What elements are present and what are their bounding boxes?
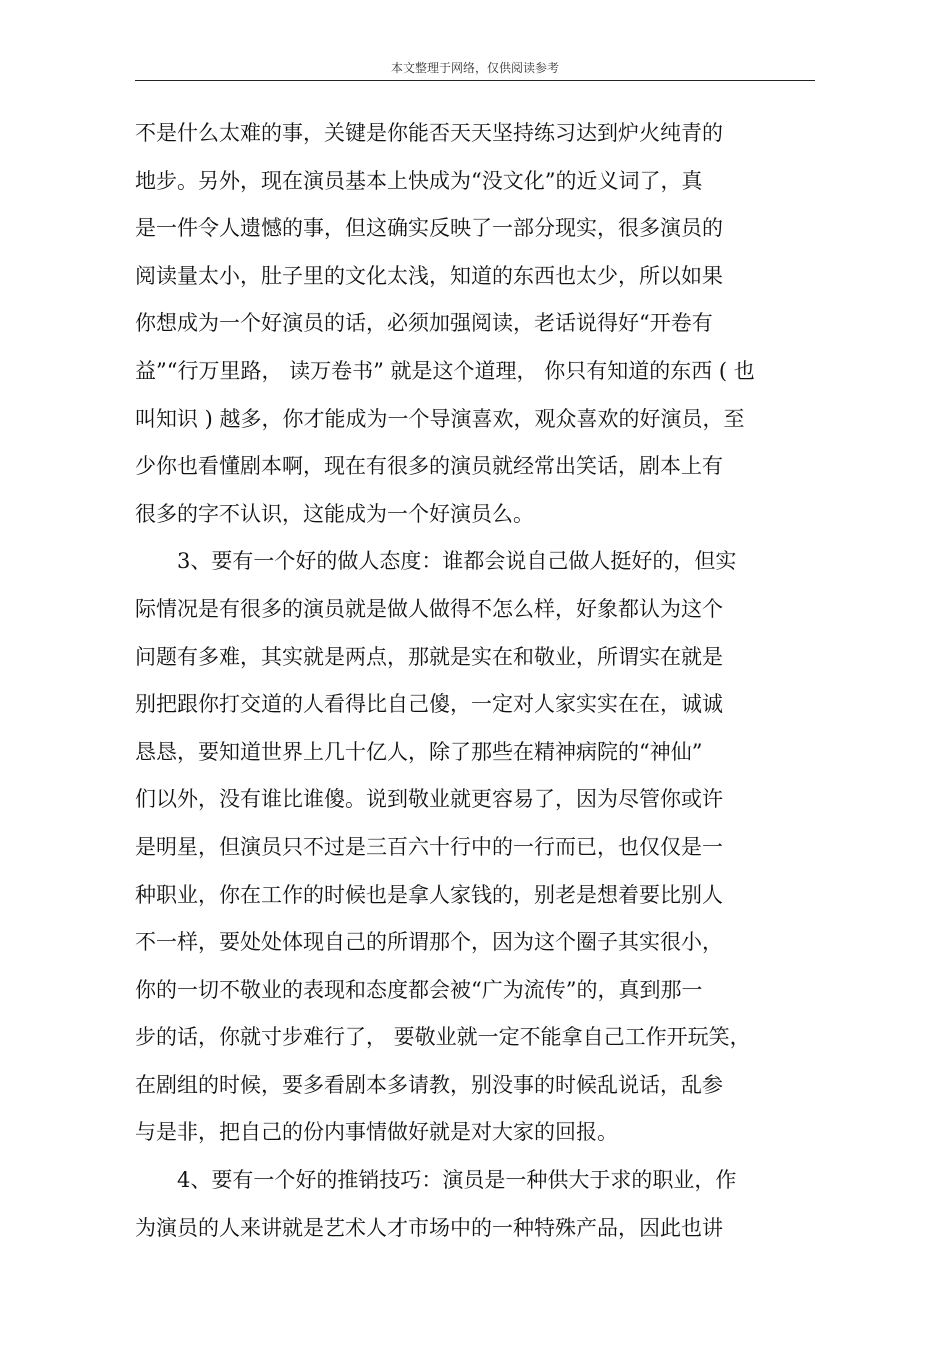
body-text bbox=[135, 113, 825, 1255]
text-line: 步的话，你就寸步难行了， 要敬业就一定不能拿自己工作开玩笑， bbox=[135, 1025, 751, 1050]
page-header: 本文整理于网络，仅供阅读参考 bbox=[390, 61, 559, 75]
text-line: 是一件令人遗憾的事，但这确实反映了一部分现实，很多演员的 bbox=[135, 216, 723, 241]
text-line: 不是什么太难的事，关键是你能否天天坚持练习达到炉火纯青的 bbox=[135, 121, 723, 145]
text-line: 你想成为一个好演员的话，必须加强阅读，老话说得好“开卷有 bbox=[135, 311, 713, 336]
text-line: 3、要有一个好的做人态度：谁都会说自己做人挺好的，但实 bbox=[177, 549, 737, 574]
text-line: 是明星，但演员只不过是三百六十行中的一行而已，也仅仅是一 bbox=[135, 834, 723, 859]
text-line: 益”“行万里路， 读万卷书” 就是这个道理， 你只有知道的东西 ( 也 bbox=[135, 358, 755, 383]
text-line: 种职业，你在工作的时候也是拿人家钱的，别老是想着要比别人 bbox=[135, 882, 723, 907]
text-line: 问题有多难，其实就是两点，那就是实在和敬业，所谓实在就是 bbox=[135, 644, 723, 669]
text-line: 叫知识 ) 越多，你才能成为一个导演喜欢，观众喜欢的好演员，至 bbox=[135, 406, 745, 431]
text-line: 4、要有一个好的推销技巧：演员是一种供大于求的职业，作 bbox=[177, 1168, 737, 1193]
header-divider bbox=[135, 80, 815, 81]
text-line: 们以外，没有谁比谁傻。说到敬业就更容易了，因为尽管你或许 bbox=[135, 787, 723, 812]
text-line: 地步。另外，现在演员基本上快成为“没文化”的近义词了，真 bbox=[135, 168, 703, 193]
text-line: 你的一切不敬业的表现和态度都会被“广为流传”的，真到那一 bbox=[135, 977, 703, 1002]
text-line: 别把跟你打交道的人看得比自己傻，一定对人家实实在在，诚诚 bbox=[135, 692, 723, 717]
text-line: 很多的字不认识，这能成为一个好演员么。 bbox=[135, 501, 534, 526]
text-line: 在剧组的时候，要多看剧本多请教，别没事的时候乱说话，乱参 bbox=[135, 1072, 723, 1097]
text-line: 为演员的人来讲就是艺术人才市场中的一种特殊产品，因此也讲 bbox=[135, 1215, 723, 1240]
text-line: 与是非，把自己的份内事情做好就是对大家的回报。 bbox=[135, 1120, 618, 1145]
text-line: 阅读量太小，肚子里的文化太浅，知道的东西也太少，所以如果 bbox=[135, 263, 723, 288]
text-line: 际情况是有很多的演员就是做人做得不怎么样，好象都认为这个 bbox=[135, 596, 723, 621]
text-line: 少你也看懂剧本啊，现在有很多的演员就经常出笑话，剧本上有 bbox=[135, 454, 723, 479]
text-line: 恳恳，要知道世界上几十亿人，除了那些在精神病院的“神仙” bbox=[135, 739, 703, 764]
text-line: 不一样，要处处体现自己的所谓那个，因为这个圈子其实很小， bbox=[135, 930, 723, 955]
